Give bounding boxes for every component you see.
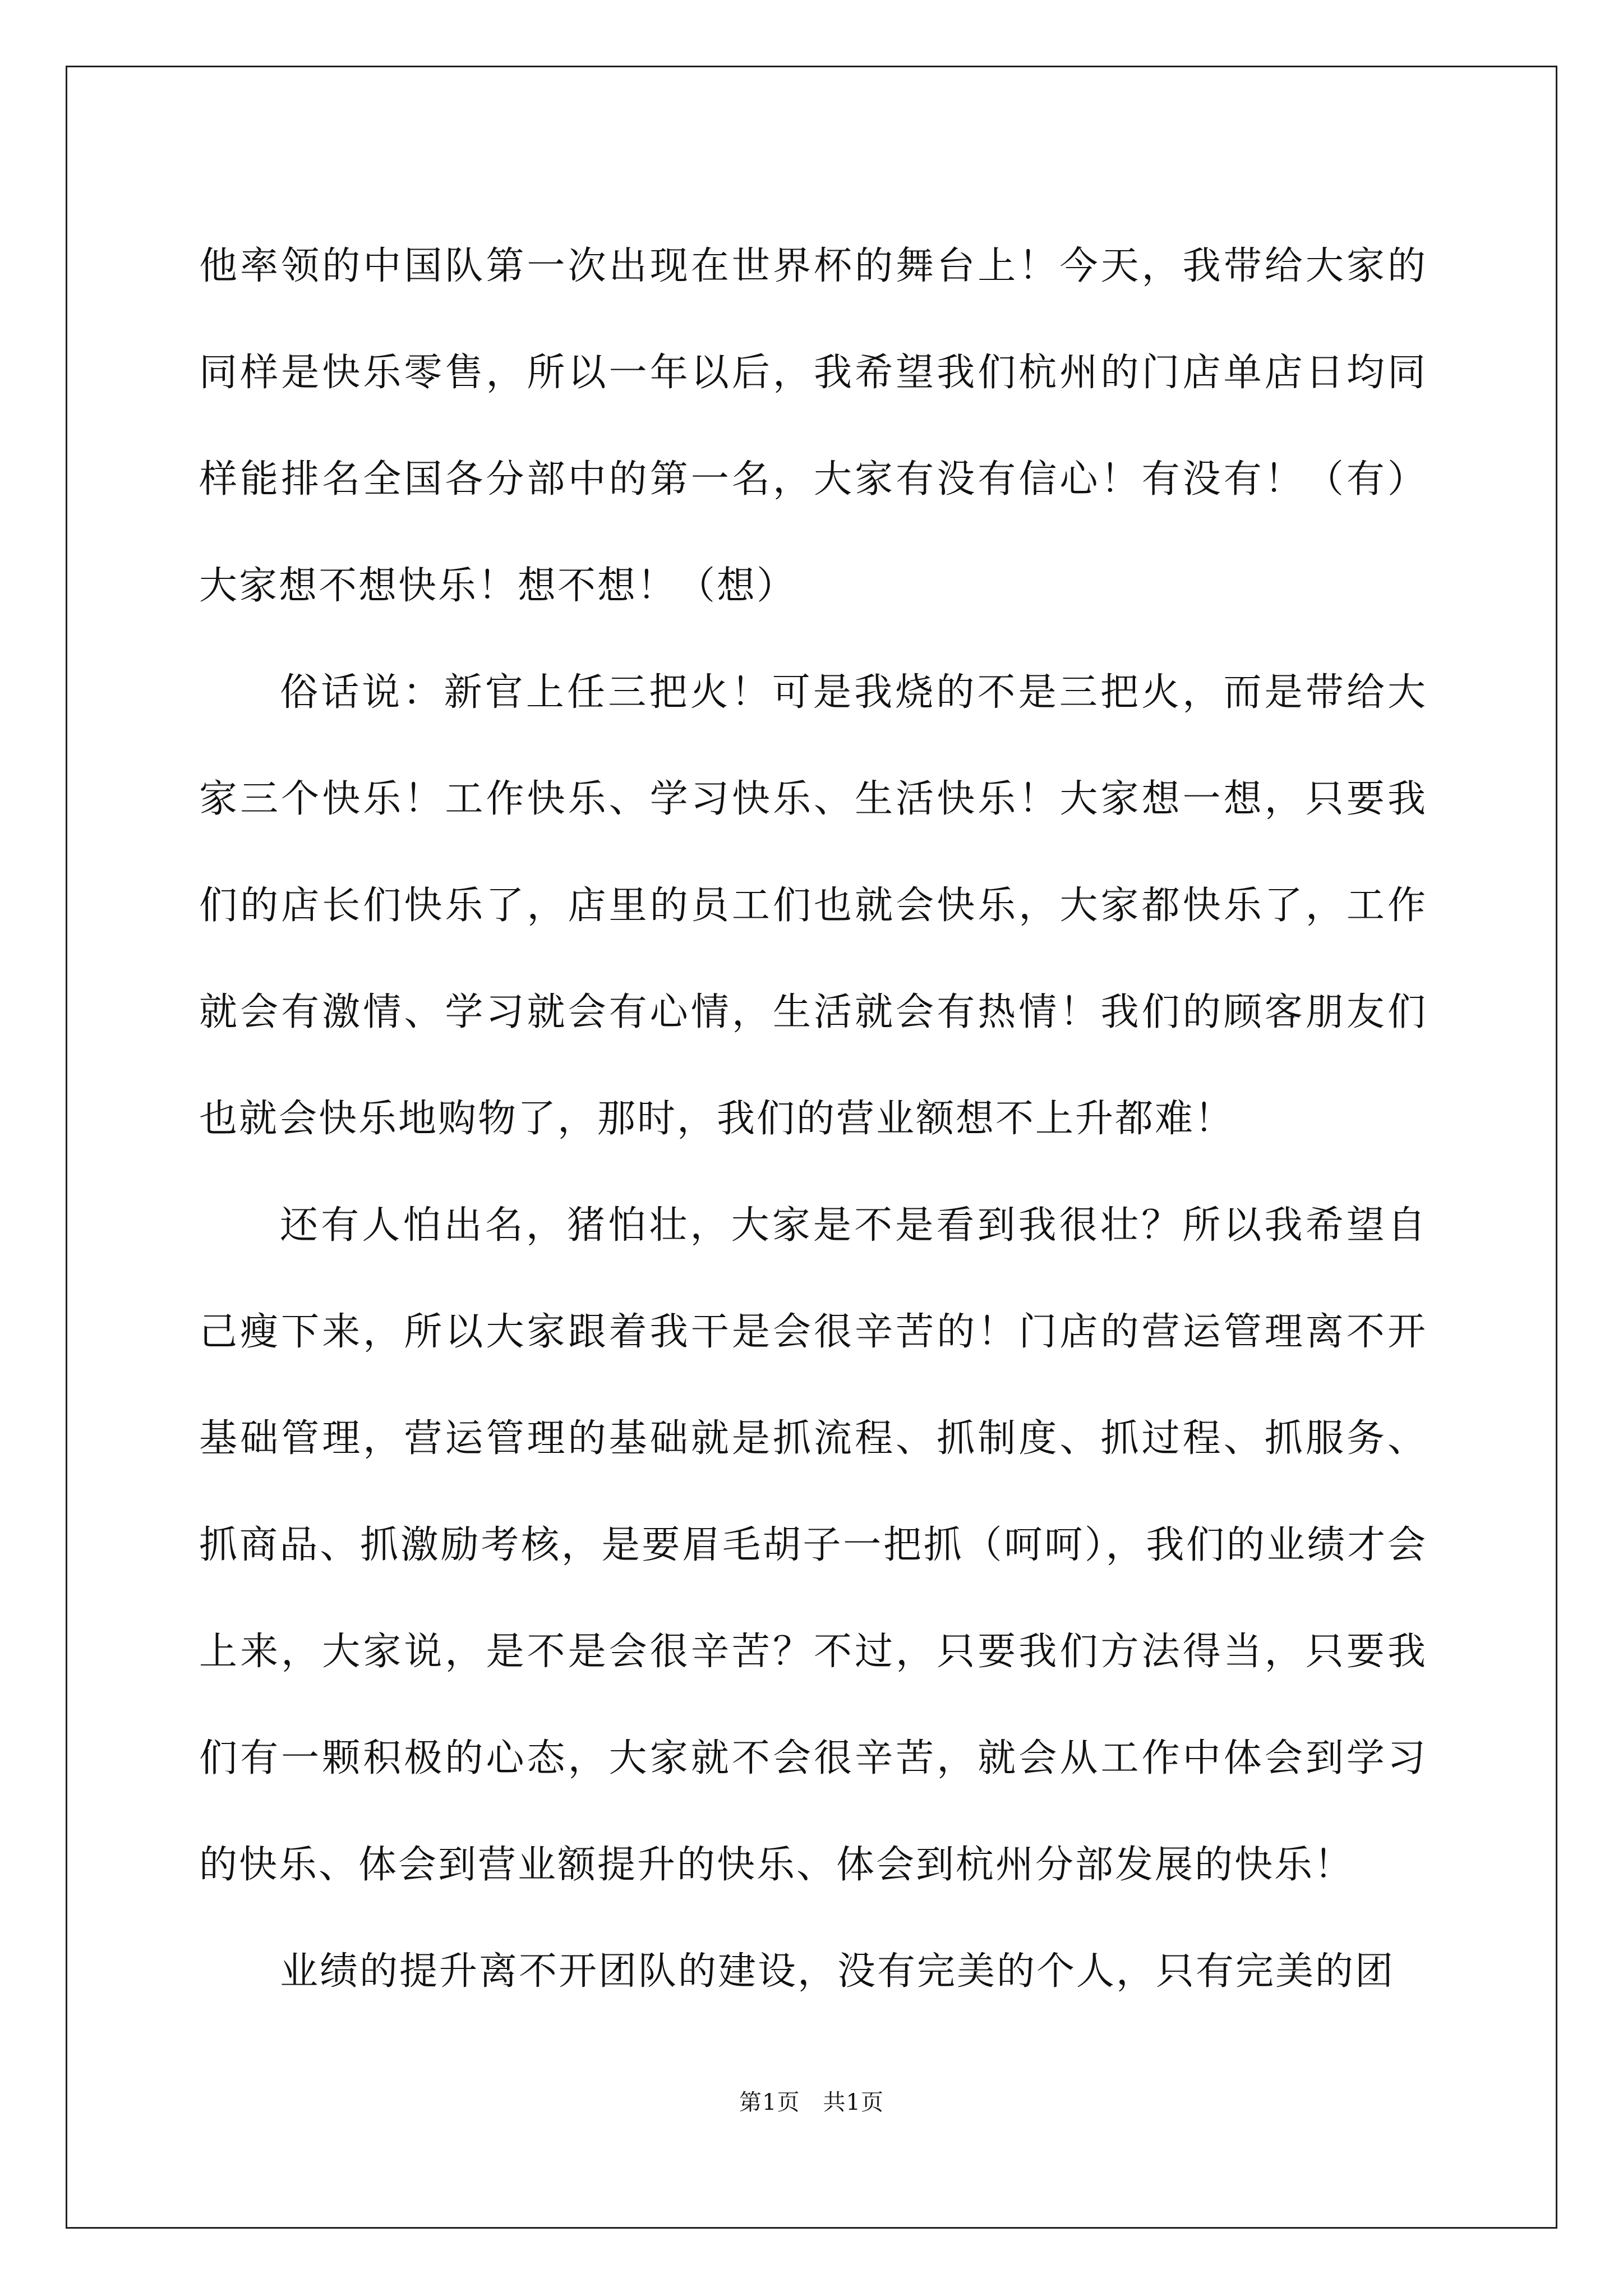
document-body [199,213,1427,2025]
paragraph-3: 还有人怕出名，猪怕壮，大家是不是看到我很壮？所以我希望自己瘦下来，所以大家跟着我干是会很辛苦的！门店的营运管理离不开基础管理，营运管理的基础就是抓流程、抓制度、抓过程、抓服务、抓商品、抓激励考核，是要眉毛胡子一把抓（呵呵），我们的业绩才会上来，大家说，是不是会很辛苦？不过，只要我们方法得当，只要我们有一颗积极的心态，大家就不会很辛苦，就会从工作中体会到学习的快乐、体会到营业额提升的快乐、体会到杭州分部发展的快乐！ [199,1203,1427,1887]
paragraph-1: 他率领的中国队第一次出现在世界杯的舞台上！今天，我带给大家的同样是快乐零售，所以一年以后，我希望我们杭州的门店单店日均同样能排名全国各分部中的第一名，大家有没有信心！有没有！（有）大家想不想快乐！想不想！（想） [199,244,1427,608]
page-number-footer: 第1页 共1页 [739,2090,884,2115]
paragraph-2: 俗话说：新官上任三把火！可是我烧的不是三把火，而是带给大家三个快乐！工作快乐、学习快乐、生活快乐！大家想一想，只要我们的店长们快乐了，店里的员工们也就会快乐，大家都快乐了，工作就会有激情、学习就会有心情，生活就会有热情！我们的顾客朋友们也就会快乐地购物了，那时，我们的营业额想不上升都难！ [199,670,1427,1141]
paragraph-4: 业绩的提升离不开团队的建设，没有完美的个人，只有完美的团 [280,1949,1395,1994]
